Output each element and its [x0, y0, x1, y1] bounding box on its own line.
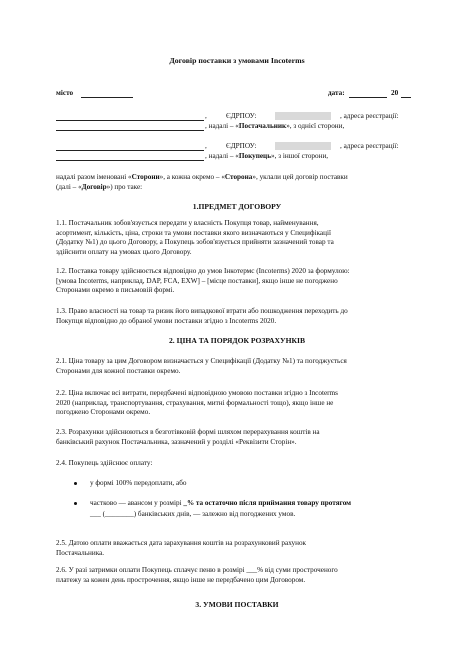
party1-address-label: , адреса реєстрації: [340, 112, 399, 120]
party1-edrpou-redacted [275, 112, 331, 120]
section-2-heading: 2. ЦІНА ТА ПОРЯДОК РОЗРАХУНКІВ [168, 336, 306, 345]
party2-role: , надалі – «Покупець», з іншої сторони, [205, 152, 329, 160]
party1-comma: , [205, 112, 207, 120]
paragraph-2-2: 2.2. Ціна включає всі витрати, передбачені відповідною умовою поставки згідно з Incoterms 2020 (наприклад, транспортування, страхування, митні формальності тощо), якщо інше не погоджено Сторонами окремо. [56, 389, 338, 417]
bullet-dot-2 [74, 502, 77, 505]
party1-address-field[interactable] [56, 123, 204, 131]
section-3-heading: 3. УМОВИ ПОСТАВКИ [195, 600, 279, 609]
paragraph-2-3: 2.3. Розрахунки здійснюються в безготівковій формі шляхом перерахування коштів на банківський рахунок Постачальника, зазначений у розділі «Реквізити Сторін». [56, 428, 320, 446]
place-label: місто [56, 89, 74, 97]
paragraph-1-1: 1.1. Постачальник зобов'язується передати у власність Покупця товар, найменування, асортимент, кількість, ціна, строки та умови поставки якого визначаються у Специфікації (Додатку №1) до цього Договору, а Покупець зобов'язується прийняти зазначений товар та здійснити оплату на умовах цього Договору. [56, 219, 334, 256]
paragraph-1-2: 1.2. Поставка товару здійснюється відповідно до умов Інкотермс (Incoterms) 2020 за формулою: [умова Incoterms, наприклад, DAP, FCA, EXW] – [місце поставки], якщо інше не погоджено Сторонами окремо в письмовій формі. [56, 267, 350, 295]
party2-edrpou-redacted [275, 142, 331, 150]
party1-name-field[interactable] [56, 113, 204, 121]
bullet-dot-1 [74, 482, 77, 485]
party2-edrpou-label: ЄДРПОУ: [226, 142, 257, 150]
party2-address-label: , адреса реєстрації: [340, 142, 399, 150]
intro-line2: (далі – «Договір») про таке: [56, 183, 143, 191]
party2-address-field[interactable] [56, 153, 204, 161]
paragraph-2-1: 2.1. Ціна товару за цим Договором визначається у Специфікації (Додатку №1) та погоджується Сторонами для кожної поставки окремо. [56, 357, 347, 375]
place-field[interactable] [81, 90, 133, 98]
date-year-field[interactable] [401, 90, 411, 98]
date-field[interactable] [349, 90, 387, 98]
bullet-item-2-cont: ___ (________) банківських днів, — залежно від погоджених умов. [90, 510, 296, 518]
party1-edrpou-label: ЄДРПОУ: [226, 112, 257, 120]
bullet-item-2: частково — авансом у розмірі _% та остаточно після приймання товару протягом [90, 499, 352, 507]
date-label: дата: [328, 89, 345, 97]
paragraph-2-6: 2.6. У разі затримки оплати Покупець сплачує пеню в розмірі ___% від суми простроченого платежу за кожен день прострочення, якщо інше не передбачено цим Договором. [56, 566, 338, 584]
party2-comma: , [205, 142, 207, 150]
date-year: 20 [391, 89, 399, 97]
paragraph-2-5: 2.5. Датою оплати вважається дата зарахування коштів на розрахунковий рахунок Постачальника. [56, 539, 307, 557]
paragraph-2-4: 2.4. Покупець здійснює оплату: [56, 459, 153, 467]
paragraph-1-3: 1.3. Право власності на товар та ризик його випадкової втрати або пошкодження переходить до Покупця відповідно до обраної умови поставки згідно з Incoterms 2020. [56, 307, 348, 325]
party2-name-field[interactable] [56, 143, 204, 151]
bullet-item-1: у формі 100% передоплати, або [90, 479, 187, 487]
party1-role: , надалі – «Постачальник», з однієї сторони, [205, 122, 345, 130]
intro-line1: надалі разом іменовані «Сторони», а кожна окремо – «Сторона», уклали цей договір поставки [56, 173, 348, 181]
document-title: Договір поставки з умовами Incoterms [169, 56, 305, 65]
section-1-heading: 1.ПРЕДМЕТ ДОГОВОРУ [192, 202, 282, 211]
